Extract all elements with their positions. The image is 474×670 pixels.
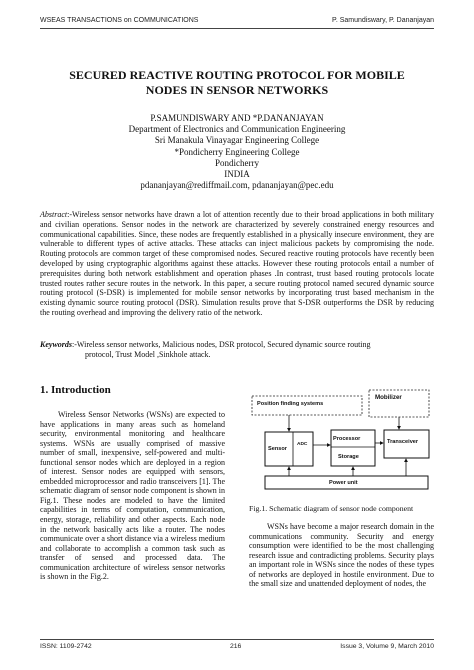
author-city: Pondicherry	[215, 157, 259, 168]
keywords	[40, 340, 434, 360]
affiliation-3: *Pondicherry Engineering College	[174, 146, 300, 157]
footer-rule	[40, 639, 434, 640]
sensor-label: Sensor	[268, 446, 287, 452]
keywords-label: Keywords	[40, 340, 72, 349]
transceiver-label: Transceiver	[387, 439, 419, 445]
abstract-label: Abstract	[40, 210, 68, 219]
keywords-line-2: protocol, Trust Model ,Sinkhole attack.	[85, 349, 211, 359]
storage-label: Storage	[338, 454, 359, 460]
affiliation-2: Sri Manakula Vinayagar Engineering College	[154, 135, 320, 146]
position-finding-label: Position finding systems	[257, 401, 324, 407]
author-block	[40, 113, 434, 191]
page-footer	[40, 639, 434, 653]
paper-title	[40, 68, 434, 98]
abstract	[40, 210, 434, 318]
power-unit-label: Power unit	[329, 480, 358, 486]
sensor-node-diagram	[249, 388, 434, 498]
running-header	[40, 17, 434, 31]
abstract-text: :-Wireless sensor networks have drawn a lot of attention recently due to their broad applications in both military and civilian operations. Sensor nodes in the network are characterized by severely constrained energy resources and communicational capabilities. Since, these nodes are frequently established in a physically insecure environment, they are vulnerable to different types of active attacks. These attacks can inject malicious packets by compromising the node. Routing protocols are common target of these compromised nodes. Secured reactive routing protocols have recently been developed by using cryptographic algorithms against these attacks. However these routing protocols entail a number of prerequisites during both network establishment and operation phases .In contrast, trust based routing protocols locate trusted routes rather secure routes in the network. In this paper, a secure routing protocol named secured dynamic source routing protocol (S-DSR) is implemented for mobile sensor networks by incorporating trust based mechanism in the existing dynamic source routing protocol (DSR). Simulation results prove that S-DSR outperforms the DSR by reducing the routing overhead and improving the delivery ratio of the network.	[40, 210, 434, 317]
author-email[interactable]: pdananjayan@rediffmail.com, pdananjayan@pec.edu	[140, 180, 334, 191]
affiliation-1: Department of Electronics and Communication Engineering	[128, 124, 346, 135]
author-names: P.SAMUNDISWARY AND *P.DANANJAYAN	[150, 113, 324, 123]
journal-name: WSEAS TRANSACTIONS on COMMUNICATIONS	[40, 17, 199, 24]
header-authors: P. Samundiswary, P. Dananjayan	[332, 17, 434, 24]
adc-label: ADC	[297, 442, 308, 447]
mobilizer-label: Mobilizer	[375, 394, 402, 401]
processor-label: Processor	[333, 436, 361, 442]
intro-paragraph-1: Wireless Sensor Networks (WSNs) are expected to have applications in many areas such as homeland security, environmental monitoring and healthcare systems. WSNs are usually comprised of massive number of small, inexpensive, self-powered and multi-functional sensor nodes which are deployed in a region of interest. Sensor nodes are equipped with sensors, embedded microprocessor and radio transceivers [1]. The schematic diagram of sensor node component is shown in Fig.1. These nodes are modeled to have the limited capabilities in terms of computation, communication, energy, storage, reliability and other aspects. Each node in the network basically acts like a router. The nodes communicate over a short distance via a wireless medium and collaborate to accomplish a common task such as transfer of sensed and processed data. The communication architecture of wireless sensor networks is shown in the Fig.2.	[40, 410, 225, 582]
intro-paragraph-2: WSNs have become a major research domain in the communications community. Security and energy consumption were identified to be the most challenging research issue and contradicting problems. Security plays an important role in WSNs since the nodes of these types of networks are deployed in hostile environment. Due to the small size and unattended deployment of nodes, the	[249, 522, 434, 589]
footer-issue: Issue 3, Volume 9, March 2010	[340, 643, 434, 650]
keywords-line-1: :-Wireless sensor networks, Malicious nodes, DSR protocol, Secured dynamic source routing	[72, 340, 371, 349]
footer-page-number: 216	[230, 643, 242, 650]
header-rule	[40, 28, 434, 29]
footer-issn: ISSN: 1109-2742	[40, 643, 92, 650]
title-line-1: SECURED REACTIVE ROUTING PROTOCOL FOR MOBILE	[69, 68, 405, 82]
figure-caption: Fig.1. Schematic diagram of sensor node component	[249, 504, 414, 513]
title-line-2: NODES IN SENSOR NETWORKS	[145, 83, 329, 97]
author-country: INDIA	[224, 169, 250, 180]
section-heading: 1. Introduction	[40, 384, 111, 396]
